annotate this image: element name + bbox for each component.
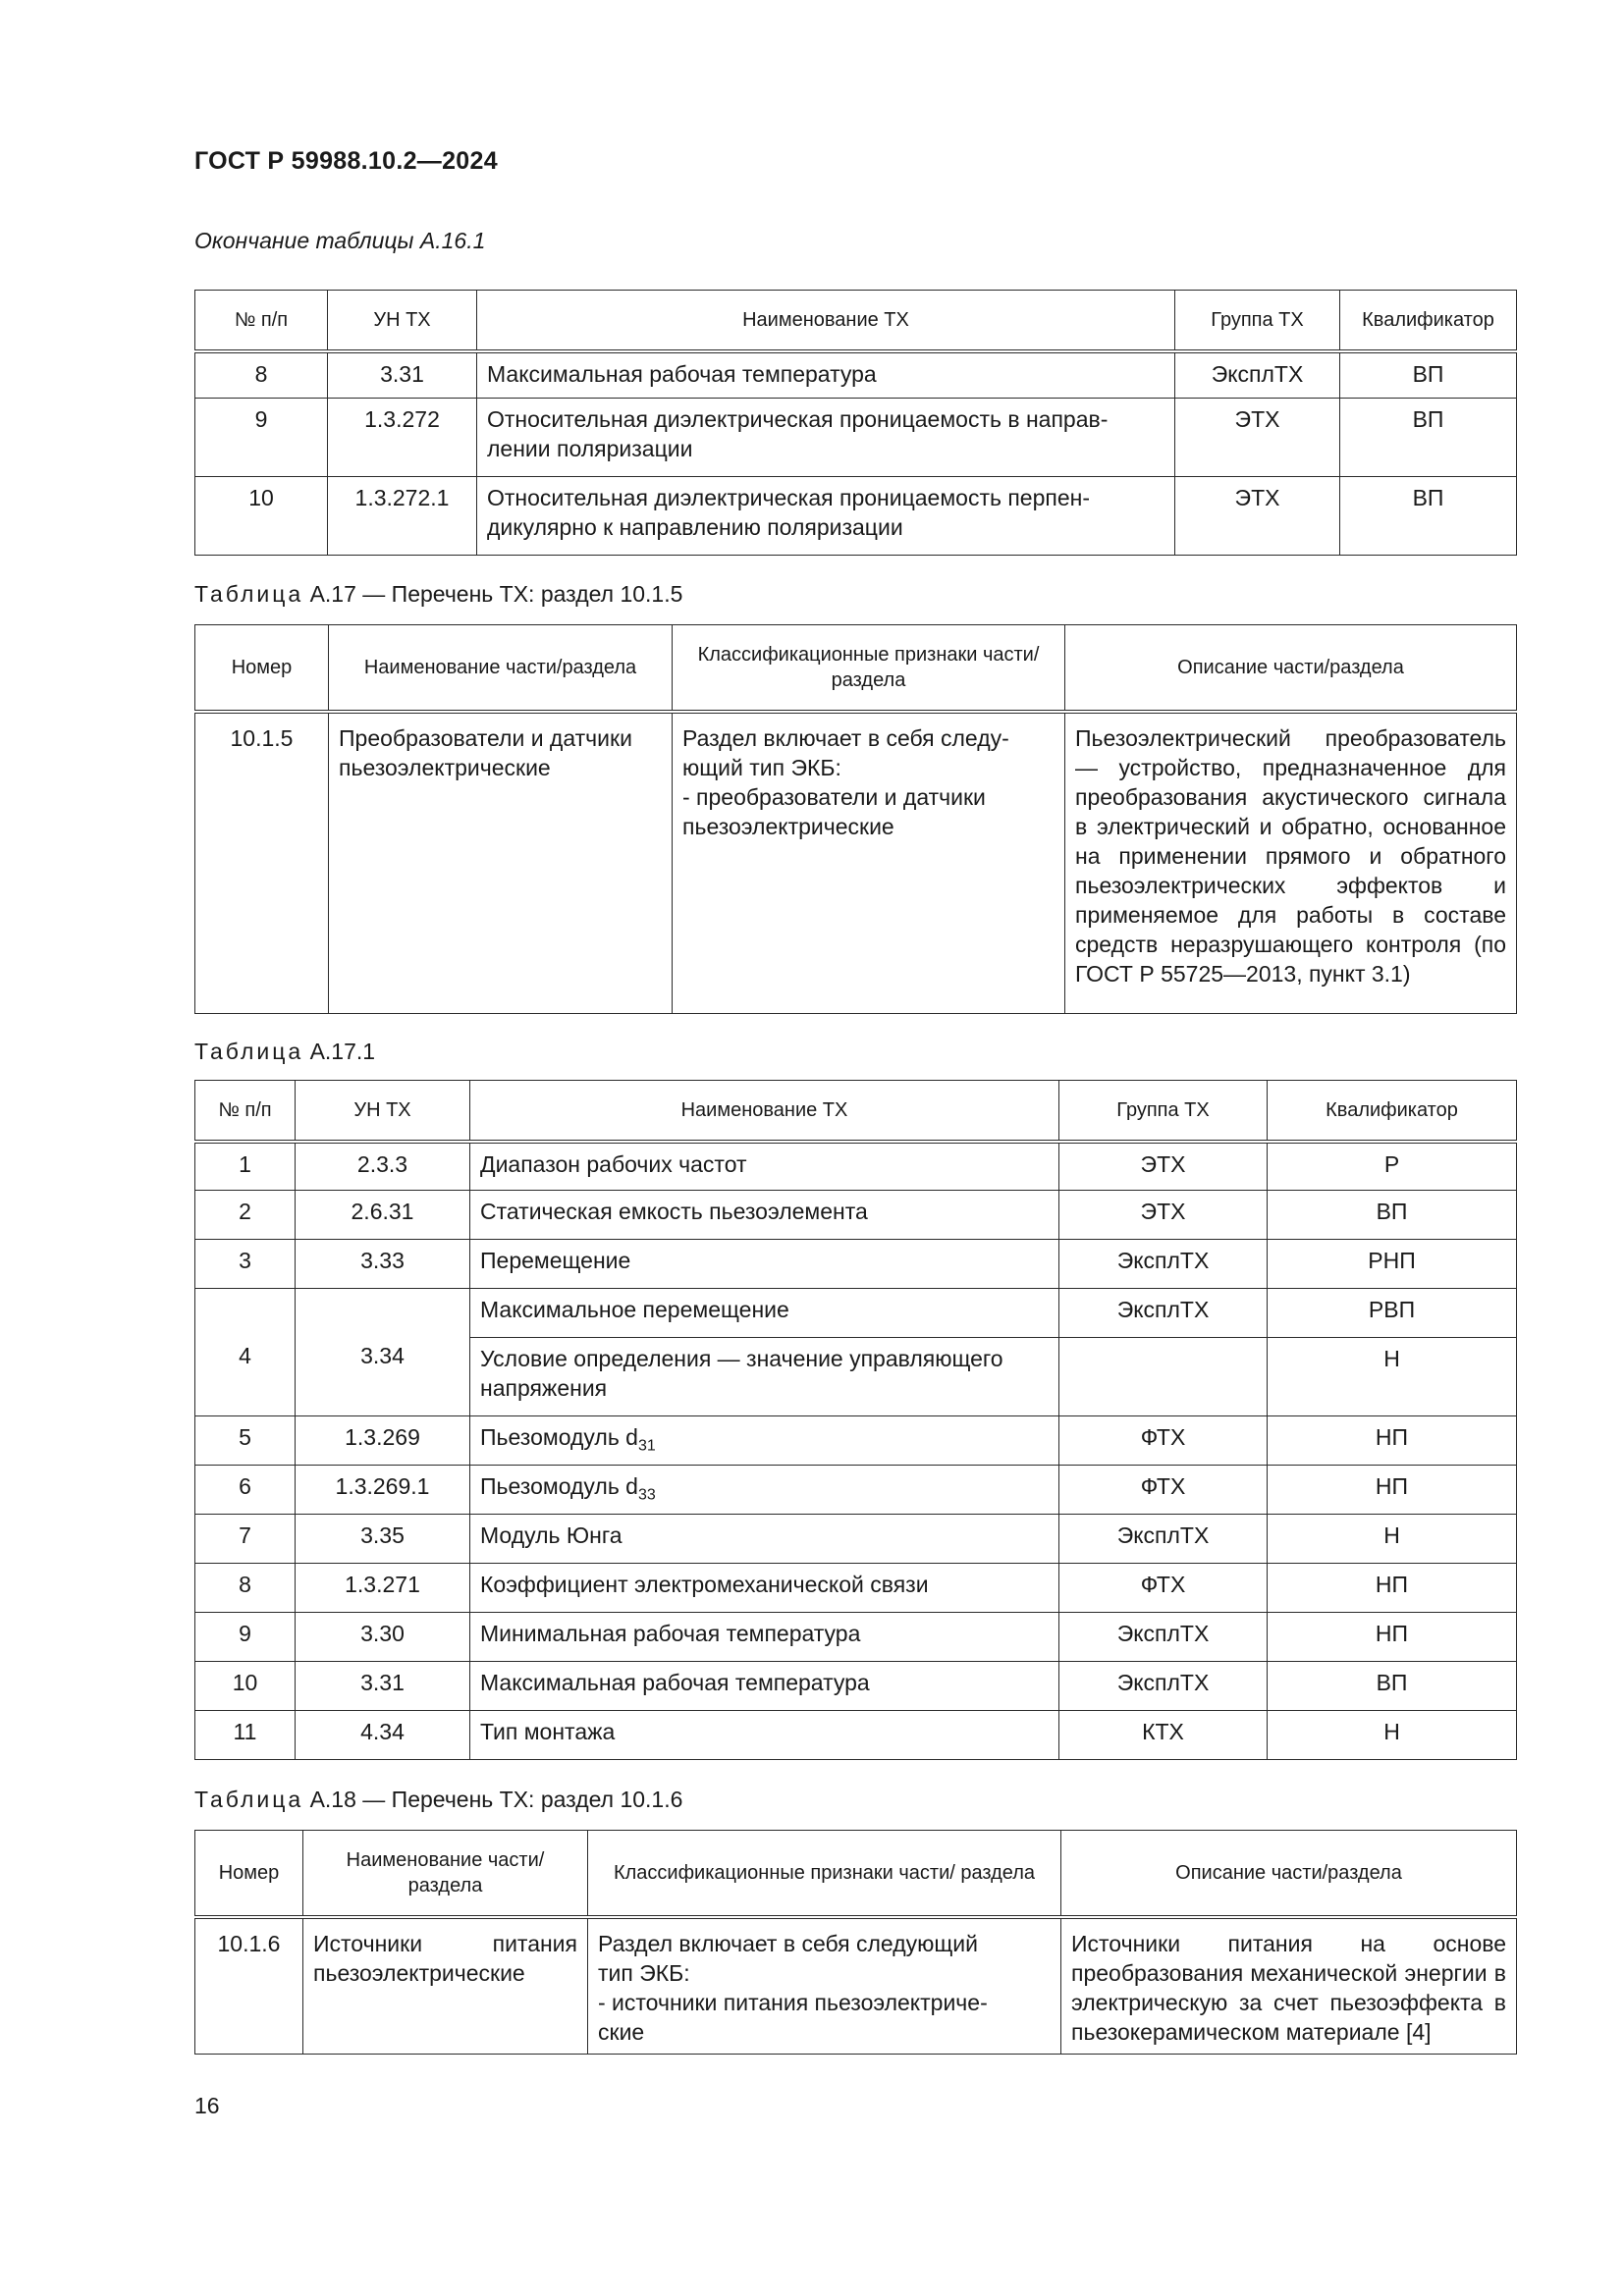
column-header: Квалификатор [1340, 291, 1517, 351]
cell-number: 3 [195, 1240, 296, 1289]
page-number: 16 [194, 2093, 220, 2118]
cell-qualifier: НП [1268, 1416, 1517, 1466]
column-header: Наименование ТХ [477, 291, 1175, 351]
cell-qualifier: НП [1268, 1564, 1517, 1613]
cell-group: КТХ [1059, 1711, 1268, 1760]
cell-qualifier: ВП [1340, 477, 1517, 556]
table-row [195, 1662, 1517, 1711]
cell-qualifier: Н [1268, 1515, 1517, 1564]
column-header: Номер [195, 1831, 303, 1917]
cell-name: Относительная диэлектрическая проницаемость в направ- лении поляризации [477, 399, 1175, 477]
cell-section-number: 10.1.6 [195, 1917, 303, 2055]
cell-qualifier: ВП [1268, 1191, 1517, 1240]
cell-name: Пьезомодуль $d_{33}$ [470, 1466, 1059, 1515]
cell-group: ФТХ [1059, 1416, 1268, 1466]
column-header: № п/п [195, 291, 328, 351]
cell-name: Тип монтажа [470, 1711, 1059, 1760]
column-header: Наименование части/ раздела [303, 1831, 588, 1917]
cell-code: 3.34 [296, 1289, 470, 1416]
cell-number: 10 [195, 477, 328, 556]
cell-name: Относительная диэлектрическая проницаемость перпен- дикулярно к направлению поляризации [477, 477, 1175, 556]
cell-qualifier: ВП [1268, 1662, 1517, 1711]
table-row [195, 1564, 1517, 1613]
column-header: Классификационные признаки части/ раздела [588, 1831, 1061, 1917]
cell-name: Максимальная рабочая температура [470, 1662, 1059, 1711]
cell-code: 4.34 [296, 1711, 470, 1760]
cell-name: Коэффициент электромеханической связи [470, 1564, 1059, 1613]
cell-number: 8 [195, 1564, 296, 1613]
cell-qualifier: РВП [1268, 1289, 1517, 1338]
cell-code: 3.30 [296, 1613, 470, 1662]
cell-number: 7 [195, 1515, 296, 1564]
cell-group: ЭТХ [1175, 477, 1340, 556]
cell-code: 1.3.271 [296, 1564, 470, 1613]
cell-group: ЭТХ [1175, 399, 1340, 477]
cell-name: Диапазон рабочих частот [470, 1142, 1059, 1191]
table-a16-1-end [194, 290, 1517, 556]
cell-number: 9 [195, 1613, 296, 1662]
cell-group: ФТХ [1059, 1564, 1268, 1613]
column-header: Описание части/раздела [1061, 1831, 1517, 1917]
cell-code: 1.3.272 [328, 399, 477, 477]
table-row [195, 477, 1517, 556]
table-a17-1 [194, 1080, 1517, 1760]
table-row [195, 1711, 1517, 1760]
cell-number: 2 [195, 1191, 296, 1240]
cell-code: 3.31 [296, 1662, 470, 1711]
cell-code: 3.35 [296, 1515, 470, 1564]
cell-qualifier: НП [1268, 1613, 1517, 1662]
table-row [195, 1191, 1517, 1240]
document-header: ГОСТ Р 59988.10.2—2024 [194, 147, 498, 175]
cell-group: ЭксплТХ [1059, 1515, 1268, 1564]
table-a18-caption: Таблица А.18 — Перечень ТХ: раздел 10.1.6 [194, 1787, 683, 1812]
cell-number: 11 [195, 1711, 296, 1760]
cell-number: 5 [195, 1416, 296, 1466]
table-row [195, 1466, 1517, 1515]
cell-name: Модуль Юнга [470, 1515, 1059, 1564]
column-header: Группа ТХ [1175, 291, 1340, 351]
cell-number: 4 [195, 1289, 296, 1416]
column-header: Классификационные признаки части/раздела [673, 625, 1065, 712]
cell-group: ФТХ [1059, 1466, 1268, 1515]
cell-features: Раздел включает в себя следу- ющий тип ЭКБ: - преобразователи и датчики пьезоэлектрические [673, 712, 1065, 1014]
table-row [195, 1289, 1517, 1338]
cell-number: 9 [195, 399, 328, 477]
cell-number: 8 [195, 351, 328, 399]
cell-name: Перемещение [470, 1240, 1059, 1289]
cell-name: Статическая емкость пьезоэлемента [470, 1191, 1059, 1240]
cell-number: 6 [195, 1466, 296, 1515]
cell-group [1059, 1338, 1268, 1416]
cell-number: 10 [195, 1662, 296, 1711]
column-header: Наименование части/раздела [329, 625, 673, 712]
continuation-caption: Окончание таблицы А.16.1 [194, 228, 486, 253]
table-row [195, 1142, 1517, 1191]
cell-qualifier: Р [1268, 1142, 1517, 1191]
cell-description: Источники питания на основе преобразования механической энергии в электрическую за счет пьезоэффекта в пьезокерамическом материале [4] [1061, 1917, 1517, 2055]
cell-code: 3.33 [296, 1240, 470, 1289]
cell-name: Минимальная рабочая температура [470, 1613, 1059, 1662]
cell-code: 2.3.3 [296, 1142, 470, 1191]
cell-code: 3.31 [328, 351, 477, 399]
table-row [195, 399, 1517, 477]
column-header: Группа ТХ [1059, 1081, 1268, 1142]
cell-name: Условие определения — значение управляющего напряжения [470, 1338, 1059, 1416]
cell-group: ЭксплТХ [1059, 1240, 1268, 1289]
column-header: Наименование ТХ [470, 1081, 1059, 1142]
cell-code: 1.3.269.1 [296, 1466, 470, 1515]
table-row [195, 351, 1517, 399]
cell-code: 1.3.269 [296, 1416, 470, 1466]
cell-qualifier: Н [1268, 1711, 1517, 1760]
cell-qualifier: ВП [1340, 351, 1517, 399]
table-a17-1-caption: Таблица А.17.1 [194, 1039, 376, 1064]
column-header: Описание части/раздела [1065, 625, 1517, 712]
column-header: № п/п [195, 1081, 296, 1142]
cell-name: Пьезомодуль $d_{31}$ [470, 1416, 1059, 1466]
cell-group: ЭксплТХ [1059, 1662, 1268, 1711]
cell-code: 2.6.31 [296, 1191, 470, 1240]
table-row [195, 1515, 1517, 1564]
cell-section-name: Источники питания пьезоэлектрические [303, 1917, 588, 2055]
cell-qualifier: ВП [1340, 399, 1517, 477]
table-row [195, 1917, 1517, 2055]
cell-group: ЭксплТХ [1175, 351, 1340, 399]
table-a17-caption: Таблица А.17 — Перечень ТХ: раздел 10.1.5 [194, 581, 683, 607]
cell-name: Максимальное перемещение [470, 1289, 1059, 1338]
cell-qualifier: РНП [1268, 1240, 1517, 1289]
cell-section-number: 10.1.5 [195, 712, 329, 1014]
cell-name: Максимальная рабочая температура [477, 351, 1175, 399]
column-header: УН ТХ [296, 1081, 470, 1142]
table-a18 [194, 1830, 1517, 2055]
table-row [195, 1416, 1517, 1466]
cell-code: 1.3.272.1 [328, 477, 477, 556]
table-row [195, 1240, 1517, 1289]
table-row [195, 712, 1517, 1014]
column-header: Номер [195, 625, 329, 712]
cell-qualifier: Н [1268, 1338, 1517, 1416]
column-header: Квалификатор [1268, 1081, 1517, 1142]
table-a17 [194, 624, 1517, 1014]
cell-group: ЭТХ [1059, 1191, 1268, 1240]
cell-group: ЭТХ [1059, 1142, 1268, 1191]
cell-group: ЭксплТХ [1059, 1289, 1268, 1338]
cell-description: Пьезоэлектрический преобразователь — устройство, предназначенное для преобразования акустического сигнала в электрический и обратно, основанное на применении прямого и обратного пьезоэлектрических эффектов и применяемое для работы в составе средств неразрушающего контроля (по ГОСТ Р 55725—2013, пункт 3.1) [1065, 712, 1517, 1014]
cell-group: ЭксплТХ [1059, 1613, 1268, 1662]
cell-qualifier: НП [1268, 1466, 1517, 1515]
cell-number: 1 [195, 1142, 296, 1191]
column-header: УН ТХ [328, 291, 477, 351]
table-row [195, 1613, 1517, 1662]
cell-features: Раздел включает в себя следующий тип ЭКБ: - источники питания пьезоэлектриче- ские [588, 1917, 1061, 2055]
cell-section-name: Преобразователи и датчики пьезоэлектрические [329, 712, 673, 1014]
